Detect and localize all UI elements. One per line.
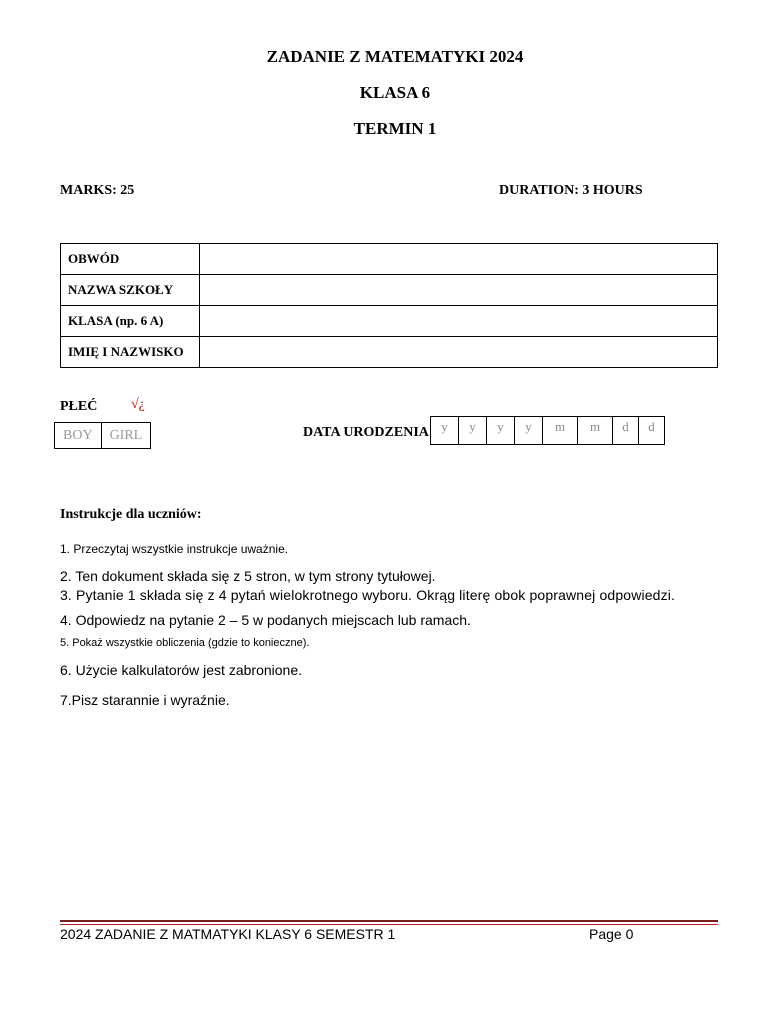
gender-option-boy[interactable]: BOY [63, 428, 93, 443]
gender-label: PŁEĆ [60, 399, 98, 414]
birth-date-boxes [430, 416, 665, 445]
district-field[interactable] [200, 244, 718, 275]
table-row [61, 337, 718, 368]
instruction-item: 6. Użycie kalkulatorów jest zabronione. [60, 662, 303, 678]
row-label: NAZWA SZKOŁY [61, 275, 200, 306]
class-field[interactable] [200, 306, 718, 337]
class-heading: KLASA 6 [359, 83, 431, 102]
table-row [61, 244, 718, 275]
gender-option-girl[interactable]: GIRL [101, 423, 151, 448]
table-row [61, 306, 718, 337]
term-heading: TERMIN 1 [353, 119, 437, 138]
instruction-item: 7.Pisz starannie i wyraźnie. [60, 692, 230, 708]
row-label: OBWÓD [61, 244, 200, 275]
footer-title: 2024 ZADANIE Z MATMATYKI KLASY 6 SEMESTR 1 [60, 926, 396, 942]
birth-day-digit[interactable]: d [638, 417, 664, 444]
instruction-item: 1. Przeczytaj wszystkie instrukcje uważnie. [60, 542, 289, 556]
birth-year-digit[interactable]: y [441, 419, 448, 434]
birth-month-digit[interactable]: m [542, 417, 577, 444]
birth-month-digit[interactable]: m [577, 417, 612, 444]
row-label: KLASA (np. 6 A) [61, 306, 200, 337]
birth-year-digit[interactable]: y [458, 417, 486, 444]
birth-year-digit[interactable]: y [486, 417, 514, 444]
gender-options [54, 422, 151, 449]
full-name-field[interactable] [200, 337, 718, 368]
row-label: IMIĘ I NAZWISKO [61, 337, 200, 368]
birth-day-digit[interactable]: d [612, 417, 638, 444]
footer-divider [60, 920, 718, 922]
page-number: Page 0 [589, 926, 634, 942]
birth-date-label: DATA URODZENIA [303, 425, 429, 440]
instruction-item: 2. Ten dokument składa się z 5 stron, w tym strony tytułowej. [60, 568, 436, 584]
marks-label: MARKS: 25 [60, 183, 135, 198]
school-name-field[interactable] [200, 275, 718, 306]
instructions-heading: Instrukcje dla uczniów: [60, 507, 202, 522]
instruction-item: 3. Pytanie 1 składa się z 4 pytań wielokrotnego wyboru. Okrąg literę obok poprawnej odpowiedzi. [60, 587, 676, 603]
instruction-item: 5. Pokaż wszystkie obliczenia (gdzie to konieczne). [60, 637, 310, 649]
birth-year-digit[interactable]: y [514, 417, 542, 444]
document-title: ZADANIE Z MATEMATYKI 2024 [266, 47, 524, 66]
duration-label: DURATION: 3 HOURS [499, 183, 643, 198]
footer-divider [60, 924, 718, 925]
checkmark-icon: √¿ [131, 397, 145, 412]
student-info-table [60, 243, 718, 368]
table-row [61, 275, 718, 306]
instruction-item: 4. Odpowiedz na pytanie 2 – 5 w podanych miejscach lub ramach. [60, 612, 471, 628]
